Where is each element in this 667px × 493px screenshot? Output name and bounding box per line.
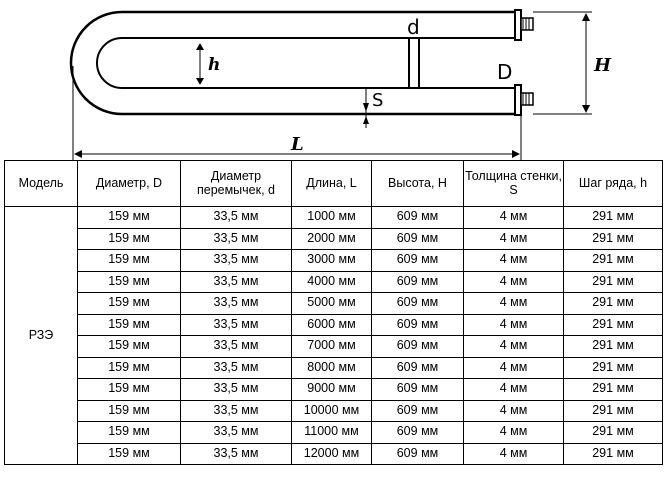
cell-wall-thickness: 4 мм: [464, 357, 564, 379]
cell-diameter: 159 мм: [78, 443, 181, 465]
u-tube-inner-wall: [97, 38, 515, 88]
header-diameter: Диаметр, D: [78, 161, 181, 207]
cell-jumper-diameter: 33,5 мм: [181, 271, 292, 293]
cell-jumper-diameter: 33,5 мм: [181, 293, 292, 315]
table-row: [5, 400, 663, 422]
cell-length: 5000 мм: [292, 293, 372, 315]
cell-diameter: 159 мм: [78, 357, 181, 379]
cell-height: 609 мм: [372, 271, 464, 293]
cell-jumper-diameter: 33,5 мм: [181, 228, 292, 250]
header-length: Длина, L: [292, 161, 372, 207]
cell-jumper-diameter: 33,5 мм: [181, 400, 292, 422]
cell-height: 609 мм: [372, 443, 464, 465]
d-label: d: [407, 15, 420, 39]
cell-row-pitch: 291 мм: [564, 271, 663, 293]
cell-diameter: 159 мм: [78, 207, 181, 229]
cell-jumper-diameter: 33,5 мм: [181, 207, 292, 229]
S-label: S: [372, 90, 384, 111]
cell-length: 8000 мм: [292, 357, 372, 379]
cell-row-pitch: 291 мм: [564, 314, 663, 336]
cell-wall-thickness: 4 мм: [464, 379, 564, 401]
table-header-row: [5, 161, 663, 207]
cell-wall-thickness: 4 мм: [464, 228, 564, 250]
table-row: [5, 314, 663, 336]
cell-row-pitch: 291 мм: [564, 443, 663, 465]
cell-height: 609 мм: [372, 228, 464, 250]
cell-wall-thickness: 4 мм: [464, 336, 564, 358]
cell-diameter: 159 мм: [78, 379, 181, 401]
cell-length: 7000 мм: [292, 336, 372, 358]
cell-length: 6000 мм: [292, 314, 372, 336]
table-row: [5, 228, 663, 250]
cell-length: 4000 мм: [292, 271, 372, 293]
header-model: Модель: [5, 161, 78, 207]
cell-length: 1000 мм: [292, 207, 372, 229]
cell-wall-thickness: 4 мм: [464, 293, 564, 315]
cell-diameter: 159 мм: [78, 271, 181, 293]
cell-length: 10000 мм: [292, 400, 372, 422]
cell-row-pitch: 291 мм: [564, 357, 663, 379]
cell-diameter: 159 мм: [78, 314, 181, 336]
cell-height: 609 мм: [372, 207, 464, 229]
cell-diameter: 159 мм: [78, 250, 181, 272]
cell-row-pitch: 291 мм: [564, 422, 663, 444]
cell-diameter: 159 мм: [78, 293, 181, 315]
cell-row-pitch: 291 мм: [564, 293, 663, 315]
table-row: [5, 293, 663, 315]
cell-wall-thickness: 4 мм: [464, 422, 564, 444]
header-jumper-diameter: Диаметр перемычек, d: [181, 161, 292, 207]
cell-length: 12000 мм: [292, 443, 372, 465]
specification-table: [4, 160, 663, 465]
u-tube-heater-diagram: [0, 0, 667, 160]
table-row: [5, 250, 663, 272]
header-row-pitch: Шаг ряда, h: [564, 161, 663, 207]
cell-height: 609 мм: [372, 400, 464, 422]
cell-row-pitch: 291 мм: [564, 207, 663, 229]
table-row: [5, 357, 663, 379]
cell-wall-thickness: 4 мм: [464, 250, 564, 272]
D-label: D: [497, 60, 513, 84]
table-row: [5, 379, 663, 401]
H-label: H: [594, 55, 612, 76]
cell-wall-thickness: 4 мм: [464, 271, 564, 293]
cell-wall-thickness: 4 мм: [464, 443, 564, 465]
upper-flange: [515, 10, 521, 40]
L-label: L: [291, 134, 304, 155]
cell-row-pitch: 291 мм: [564, 336, 663, 358]
cell-row-pitch: 291 мм: [564, 379, 663, 401]
cell-row-pitch: 291 мм: [564, 228, 663, 250]
cell-jumper-diameter: 33,5 мм: [181, 443, 292, 465]
cell-height: 609 мм: [372, 379, 464, 401]
cell-jumper-diameter: 33,5 мм: [181, 357, 292, 379]
table-row: [5, 422, 663, 444]
cell-wall-thickness: 4 мм: [464, 400, 564, 422]
cell-length: 2000 мм: [292, 228, 372, 250]
cell-length: 11000 мм: [292, 422, 372, 444]
cell-jumper-diameter: 33,5 мм: [181, 250, 292, 272]
table-row: [5, 207, 663, 229]
cell-row-pitch: 291 мм: [564, 400, 663, 422]
cell-length: 9000 мм: [292, 379, 372, 401]
cell-row-pitch: 291 мм: [564, 250, 663, 272]
cell-diameter: 159 мм: [78, 422, 181, 444]
cell-jumper-diameter: 33,5 мм: [181, 422, 292, 444]
table-row: [5, 443, 663, 465]
header-height: Высота, H: [372, 161, 464, 207]
cell-model: РЗЭ: [5, 207, 78, 465]
table-row: [5, 336, 663, 358]
cell-wall-thickness: 4 мм: [464, 207, 564, 229]
cell-length: 3000 мм: [292, 250, 372, 272]
h-label: h: [208, 55, 221, 75]
cell-diameter: 159 мм: [78, 400, 181, 422]
lower-flange: [515, 85, 521, 115]
cell-jumper-diameter: 33,5 мм: [181, 379, 292, 401]
cell-diameter: 159 мм: [78, 228, 181, 250]
cell-wall-thickness: 4 мм: [464, 314, 564, 336]
u-tube-outer-wall: [71, 12, 515, 114]
cell-height: 609 мм: [372, 422, 464, 444]
header-wall-thickness: Толщина стенки, S: [464, 161, 564, 207]
cell-jumper-diameter: 33,5 мм: [181, 336, 292, 358]
cell-jumper-diameter: 33,5 мм: [181, 314, 292, 336]
table-row: [5, 271, 663, 293]
cell-height: 609 мм: [372, 314, 464, 336]
cell-height: 609 мм: [372, 336, 464, 358]
cell-diameter: 159 мм: [78, 336, 181, 358]
table-body: [5, 207, 663, 465]
cell-height: 609 мм: [372, 250, 464, 272]
cell-height: 609 мм: [372, 357, 464, 379]
cell-height: 609 мм: [372, 293, 464, 315]
jumper-bar: [409, 38, 419, 88]
